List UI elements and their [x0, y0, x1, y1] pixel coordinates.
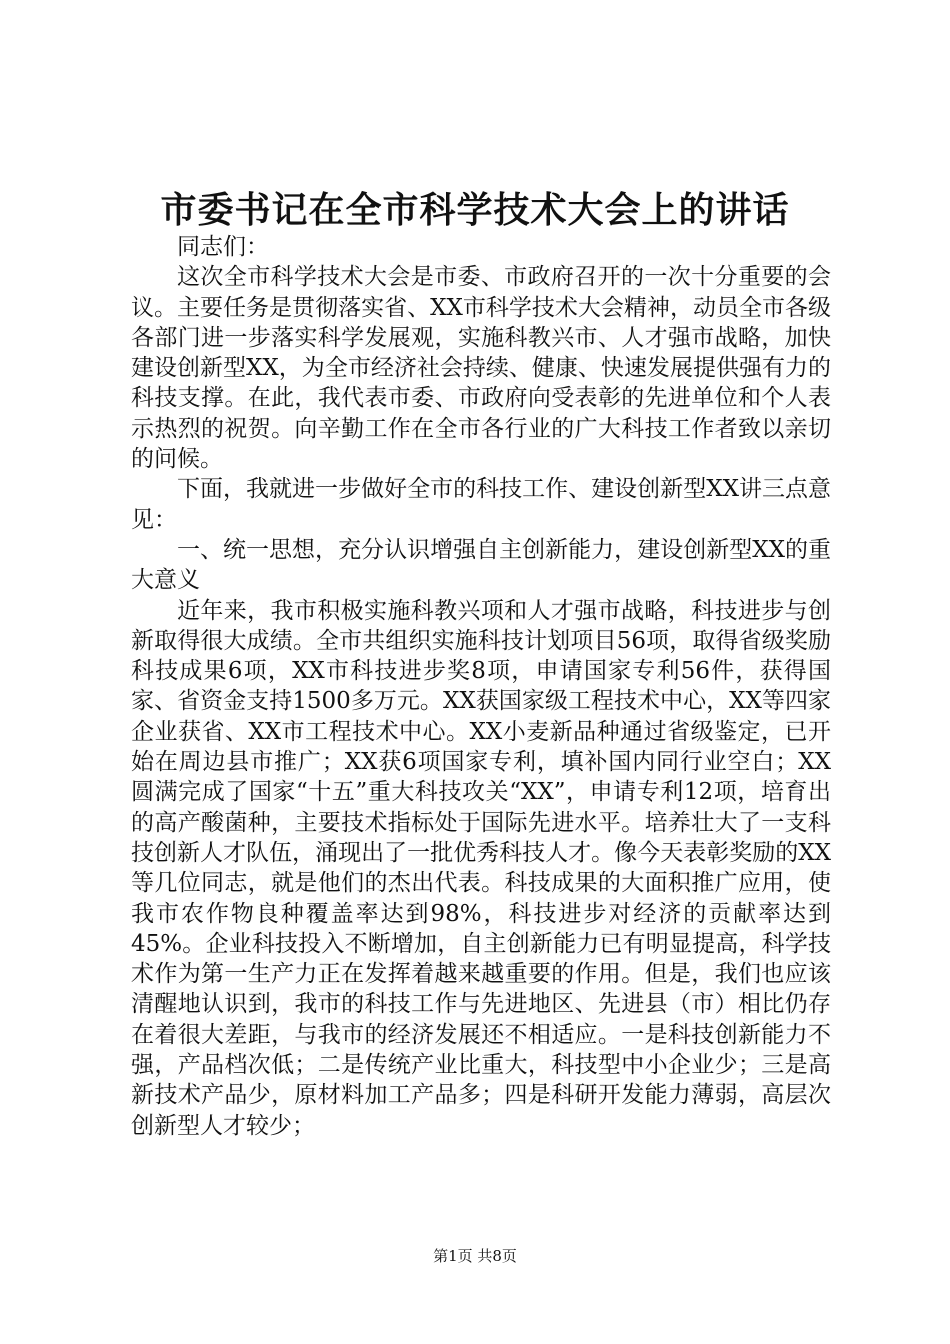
paragraph-outline: 下面，我就进一步做好全市的科技工作、建设创新型XX讲三点意见：	[131, 476, 831, 533]
section-heading-1: 一、统一思想，充分认识增强自主创新能力，建设创新型XX的重大意义	[131, 536, 831, 594]
paragraph-achievements: 近年来，我市积极实施科教兴项和人才强市战略，科技进步与创新取得很大成绩。全市共组织实施科技计划项目56项，取得省级奖励科技成果6项，XX市科技进步奖8项，申请国家专利56件，获得国家、省资金支持1500多万元。XX获国家级工程技术中心，XX等四家企业获省、XX市工程技术中心。XX小麦新品种通过省级鉴定，已开始在周边县市推广；XX获6项国家专利，填补国内同行业空白；XX圆满完成了国家“十五”重大科技攻关“XX”，申请专利12项，培育出的高产酸菌种，主要技术指标处于国际先进水平。培养壮大了一支科技创新人才队伍，涌现出了一批优秀科技人才。像今天表彰奖励的XX等几位同志，就是他们的杰出代表。科技成果的大面积推广应用，使我市农作物良种覆盖率达到98%，科技进步对经济的贡献率达到45%。企业科技投入不断增加，自主创新能力已有明显提高，科学技术作为第一生产力正在发挥着越来越重要的作用。但是，我们也应该清醒地认识到，我市的科技工作与先进地区、先进县（市）相比仍存在着很大差距，与我市的经济发展还不相适应。一是科技创新能力不强，产品档次低；二是传统产业比重大，科技型中小企业少；三是高新技术产品少，原材料加工产品多；四是科研开发能力薄弱，高层次创新型人才较少；	[131, 597, 831, 1139]
salutation: 同志们：	[177, 234, 269, 260]
document-body	[131, 232, 831, 1141]
paragraph-intro: 这次全市科学技术大会是市委、市政府召开的一次十分重要的会议。主要任务是贯彻落实省、XX市科学技术大会精神，动员全市各级各部门进一步落实科学发展观，实施科教兴市、人才强市战略，加快建设创新型XX，为全市经济社会持续、健康、快速发展提供强有力的科技支撑。在此，我代表市委、市政府向受表彰的先进单位和个人表示热烈的祝贺。向辛勤工作在全市各行业的广大科技工作者致以亲切的问候。	[131, 264, 831, 473]
document-title: 市委书记在全市科学技术大会上的讲话	[160, 189, 790, 231]
page-footer: 第1页 共8页	[433, 1247, 517, 1265]
